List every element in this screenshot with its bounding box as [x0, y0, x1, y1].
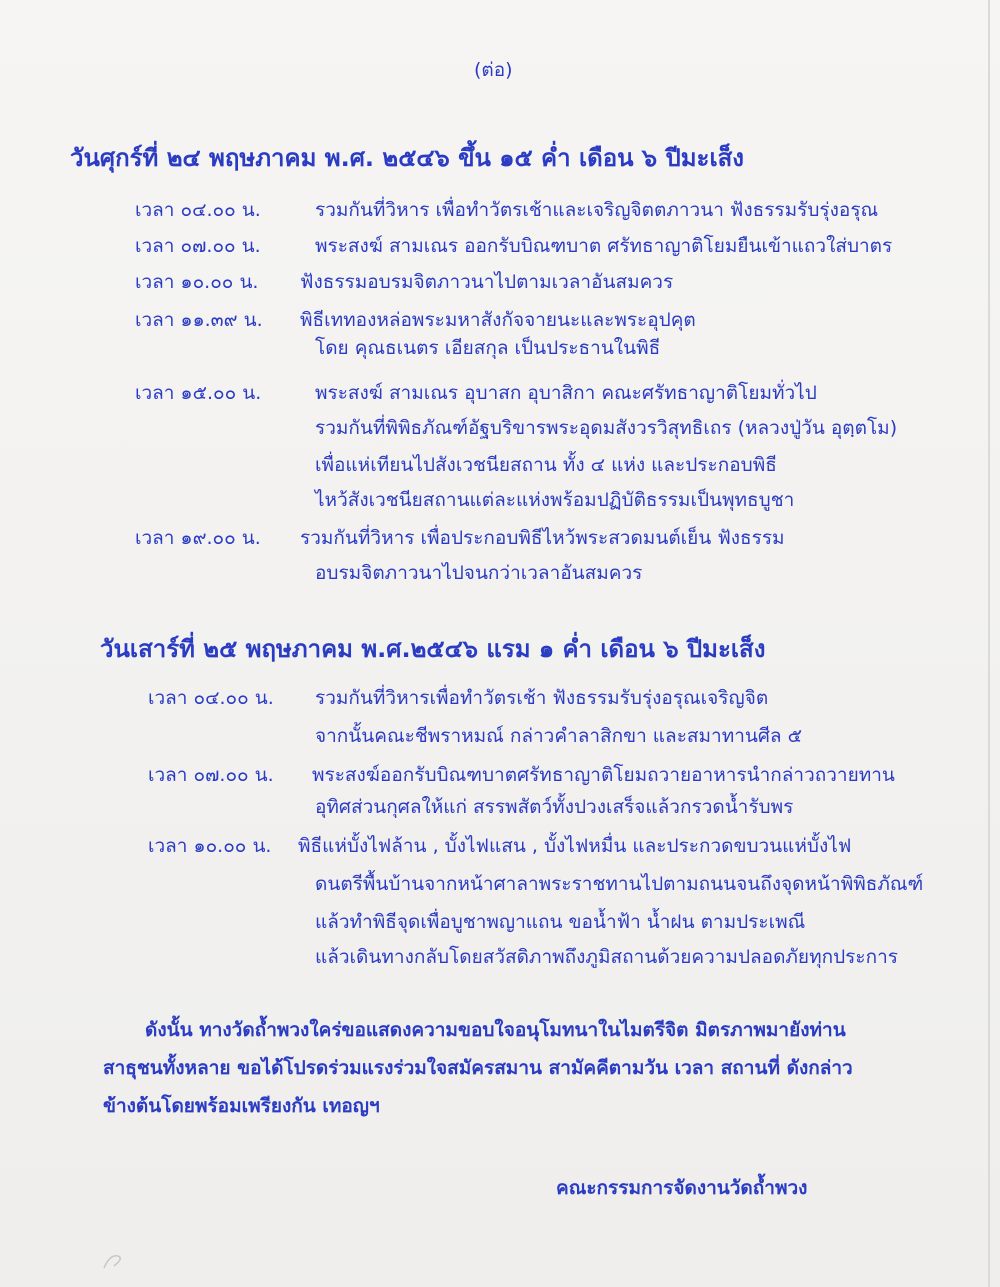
day1-desc-4-line2: โดย คุณธเนตร เอียสกุล เป็นประธานในพิธี — [315, 337, 661, 359]
closing-line-2: สาธุชนทั้งหลาย ขอได้โปรดร่วมแรงร่วมใจสมัครสมาน สามัคคีตามวัน เวลา สถานที่ ดังกล่าว — [103, 1057, 853, 1079]
day2-time-3: เวลา ๑๐.๐๐ น. — [148, 835, 272, 857]
day1-desc-1: รวมกันที่วิหาร เพื่อทำวัตรเช้าและเจริญจิตตภาวนา ฟังธรรมรับรุ่งอรุณ — [315, 199, 879, 221]
day2-desc-3-line1: พิธีแห่บั้งไฟล้าน , บั้งไฟแสน , บั้งไฟหมื่น และประกวดขบวนแห่บั้งไฟ — [298, 835, 852, 857]
day2-desc-3-line2: ดนตรีพื้นบ้านจากหน้าศาลาพระราชทานไปตามถนนจนถึงจุดหน้าพิพิธภัณฑ์ — [315, 873, 924, 895]
day1-desc-4-line1: พิธีเททองหล่อพระมหาสังกัจจายนะและพระอุปคุต — [300, 309, 696, 331]
day2-time-1: เวลา ๐๔.๐๐ น. — [148, 687, 274, 709]
day1-desc-3: ฟังธรรมอบรมจิตภาวนาไปตามเวลาอันสมควร — [300, 271, 674, 293]
day1-desc-2: พระสงฆ์ สามเณร ออกรับบิณฑบาต ศรัทธาญาติโยมยืนเข้าแถวใส่บาตร — [315, 235, 893, 257]
day1-desc-5-line2: รวมกันที่พิพิธภัณฑ์อัฐบริขารพระอุดมสังวรวิสุทธิเถร (หลวงปู่วัน อุตฺตโม) — [315, 417, 898, 439]
closing-line-3: ข้างต้นโดยพร้อมเพรียงกัน เทอญฯ — [103, 1095, 380, 1117]
day1-time-3: เวลา ๑๐.๐๐ น. — [135, 271, 259, 293]
day2-desc-1-line1: รวมกันที่วิหารเพื่อทำวัตรเช้า ฟังธรรมรับรุ่งอรุณเจริญจิต — [315, 687, 769, 709]
day1-time-4: เวลา ๑๑.๓๙ น. — [135, 309, 263, 331]
page-edge-line — [988, 0, 990, 1287]
closing-line-1: ดังนั้น ทางวัดถ้ำพวงใคร่ขอแสดงความขอบใจอนุโมทนาในไมตรีจิต มิตรภาพมายังท่าน — [145, 1019, 846, 1041]
day2-desc-3-line3: แล้วทำพิธีจุดเพื่อบูชาพญาแถน ขอน้ำฟ้า น้ำฝน ตามประเพณี — [315, 911, 806, 933]
day1-time-5: เวลา ๑๕.๐๐ น. — [135, 382, 262, 404]
day1-desc-6-line1: รวมกันที่วิหาร เพื่อประกอบพิธีไหว้พระสวดมนต์เย็น ฟังธรรม — [300, 527, 785, 549]
continued-label: (ต่อ) — [474, 59, 513, 81]
day1-desc-5-line3: เพื่อแห่เทียนไปสังเวชนียสถาน ทั้ง ๔ แห่ง และประกอบพิธี — [315, 454, 777, 476]
day1-desc-6-line2: อบรมจิตภาวนาไปจนกว่าเวลาอันสมควร — [315, 562, 643, 584]
day1-time-1: เวลา ๐๔.๐๐ น. — [135, 199, 261, 221]
pencil-scribble-mark — [100, 1250, 128, 1272]
day2-header: วันเสาร์ที่ ๒๕ พฤษภาคม พ.ศ.๒๕๔๖ แรม ๑ ค่ำ เดือน ๖ ปีมะเส็ง — [100, 635, 766, 663]
day1-header: วันศุกร์ที่ ๒๔ พฤษภาคม พ.ศ. ๒๕๔๖ ขึ้น ๑๕ ค่ำ เดือน ๖ ปีมะเส็ง — [70, 144, 745, 172]
day2-desc-2-line2: อุทิศส่วนกุศลให้แก่ สรรพสัตว์ทั้งปวงเสร็จแล้วกรวดน้ำรับพร — [315, 796, 794, 818]
day1-time-2: เวลา ๐๗.๐๐ น. — [135, 235, 261, 257]
day2-desc-1-line2: จากนั้นคณะชีพราหมณ์ กล่าวคำลาสิกขา และสมาทานศีล ๕ — [315, 725, 802, 747]
day1-time-6: เวลา ๑๙.๐๐ น. — [135, 527, 261, 549]
day1-desc-5-line1: พระสงฆ์ สามเณร อุบาสก อุบาสิกา คณะศรัทธาญาติโยมทั่วไป — [315, 382, 817, 404]
day2-desc-3-line4: แล้วเดินทางกลับโดยสวัสดิภาพถึงภูมิสถานด้วยความปลอดภัยทุกประการ — [315, 946, 898, 968]
signature: คณะกรรมการจัดงานวัดถ้ำพวง — [556, 1177, 808, 1199]
day1-desc-5-line4: ไหว้สังเวชนียสถานแต่ละแห่งพร้อมปฏิบัติธรรมเป็นพุทธบูชา — [315, 489, 795, 511]
day2-time-2: เวลา ๐๗.๐๐ น. — [148, 764, 274, 786]
day2-desc-2-line1: พระสงฆ์ออกรับบิณฑบาตศรัทธาญาติโยมถวายอาหารนำกล่าวถวายทาน — [312, 764, 895, 786]
